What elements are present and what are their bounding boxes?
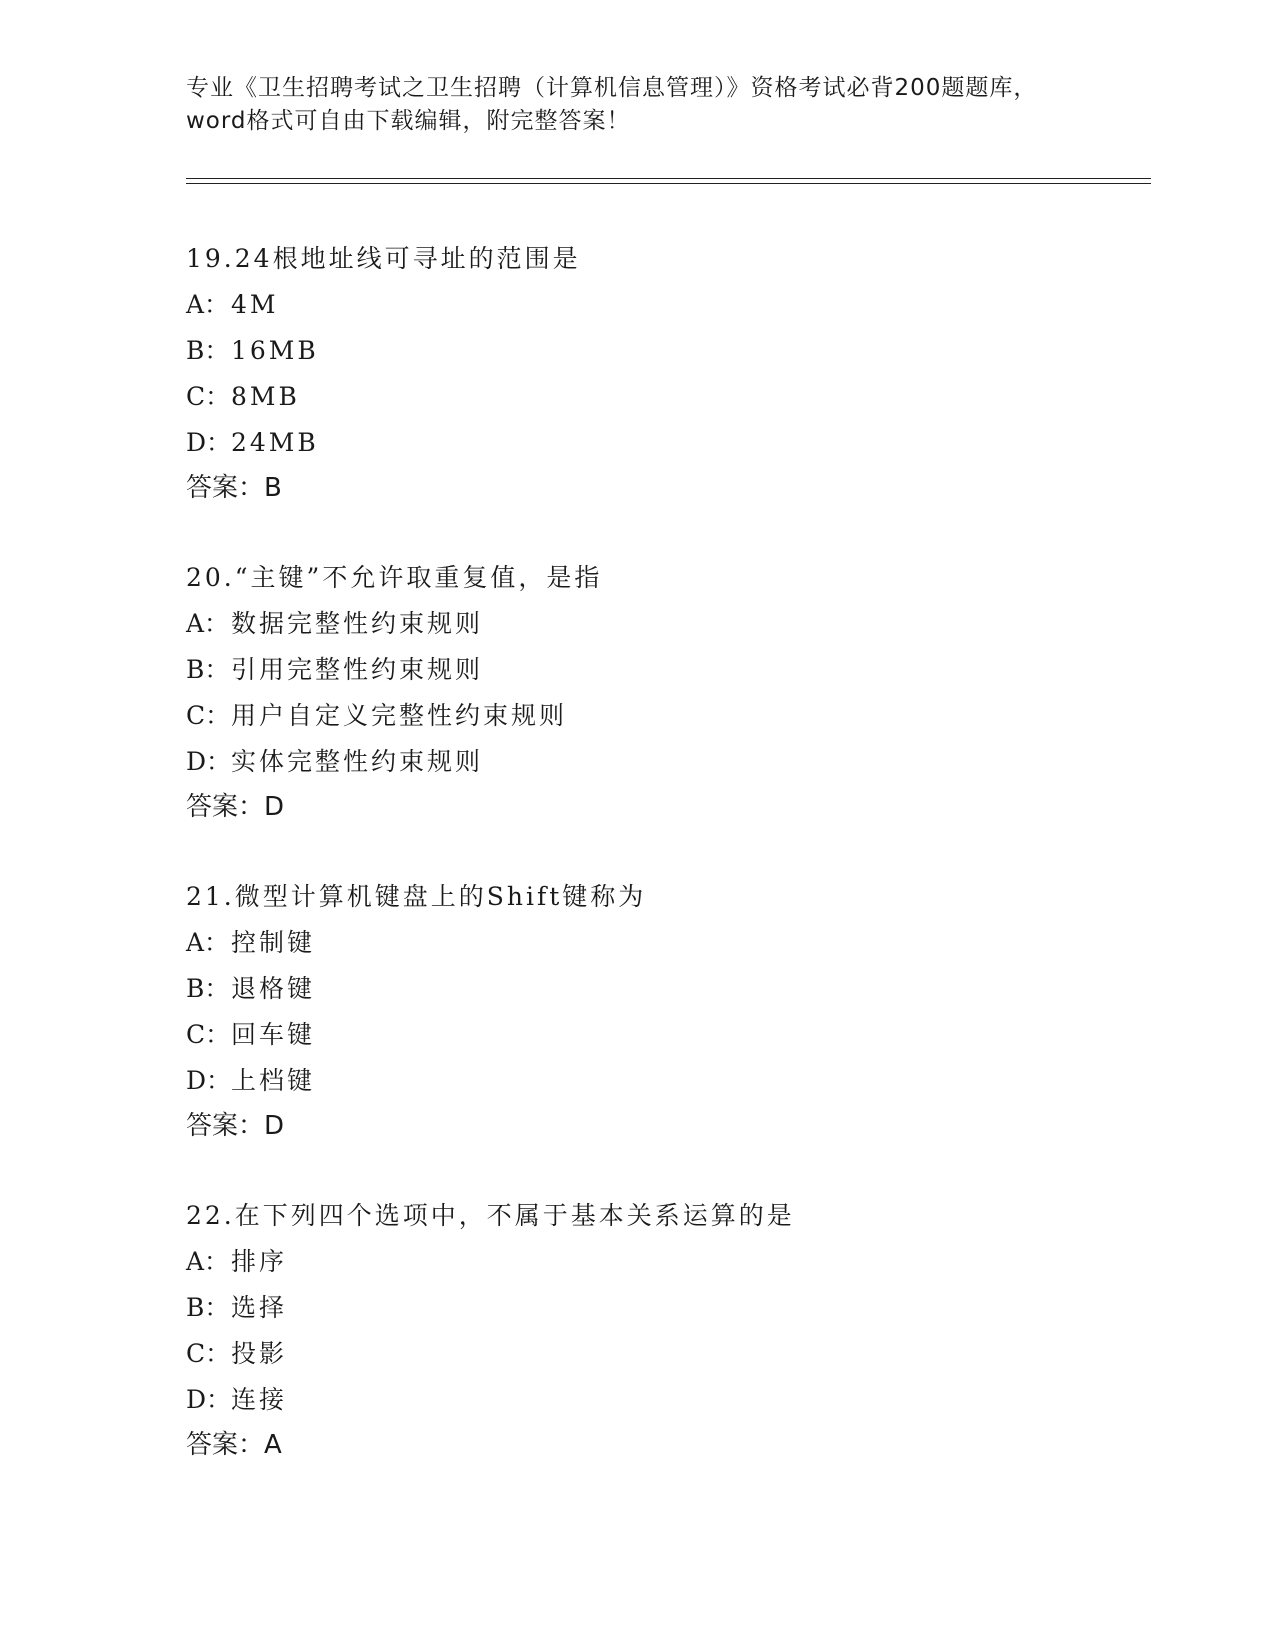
option-c xyxy=(186,1331,1146,1377)
question-stem: 21.微型计算机键盘上的Shift键称为 xyxy=(186,882,647,911)
option-key: A： xyxy=(186,1247,230,1276)
option-text: 引用完整性约束规则 xyxy=(231,655,484,684)
option-c xyxy=(186,1012,1146,1058)
option-a xyxy=(186,920,1146,966)
option-text: 24MB xyxy=(231,428,319,457)
document-header xyxy=(186,72,1106,138)
option-key: B： xyxy=(186,1293,230,1322)
option-text: 回车键 xyxy=(231,1020,316,1049)
answer: 答案：D xyxy=(186,792,285,822)
question-list xyxy=(186,236,1146,1512)
option-text: 用户自定义完整性约束规则 xyxy=(231,701,568,730)
option-c xyxy=(186,374,1146,420)
header-divider-top xyxy=(186,178,1151,179)
option-text: 投影 xyxy=(231,1339,288,1368)
option-key: A： xyxy=(186,609,230,638)
option-text: 上档键 xyxy=(231,1066,316,1095)
option-c xyxy=(186,693,1146,739)
option-d xyxy=(186,1377,1146,1423)
option-text: 控制键 xyxy=(231,928,316,957)
option-key: B： xyxy=(186,336,230,365)
question-stem: 20.“主键”不允许取重复值，是指 xyxy=(186,563,603,592)
option-d xyxy=(186,1058,1146,1104)
option-text: 4M xyxy=(231,290,279,319)
option-a xyxy=(186,601,1146,647)
answer: 答案：B xyxy=(186,473,282,503)
option-key: C： xyxy=(186,701,231,730)
question-20 xyxy=(186,555,1146,829)
header-line-1: 专业《卫生招聘考试之卫生招聘（计算机信息管理）》资格考试必背200题题库， xyxy=(186,75,1038,101)
option-key: A： xyxy=(186,928,230,957)
question-stem: 19.24根地址线可寻址的范围是 xyxy=(186,244,581,273)
option-text: 数据完整性约束规则 xyxy=(231,609,484,638)
option-key: D： xyxy=(186,1385,232,1414)
answer: 答案：D xyxy=(186,1111,285,1141)
option-key: C： xyxy=(186,1339,231,1368)
option-key: A： xyxy=(186,290,230,319)
option-d xyxy=(186,739,1146,785)
option-a xyxy=(186,1239,1146,1285)
option-b xyxy=(186,966,1146,1012)
option-b xyxy=(186,647,1146,693)
option-d xyxy=(186,420,1146,466)
option-b xyxy=(186,328,1146,374)
answer: 答案：A xyxy=(186,1430,282,1460)
option-text: 连接 xyxy=(231,1385,288,1414)
question-19 xyxy=(186,236,1146,510)
option-text: 排序 xyxy=(231,1247,288,1276)
option-key: B： xyxy=(186,655,230,684)
question-21 xyxy=(186,874,1146,1148)
option-key: B： xyxy=(186,974,230,1003)
header-line-2: word格式可自由下载编辑，附完整答案！ xyxy=(186,108,631,134)
option-key: C： xyxy=(186,1020,231,1049)
option-text: 8MB xyxy=(231,382,300,411)
option-b xyxy=(186,1285,1146,1331)
option-text: 16MB xyxy=(231,336,319,365)
option-key: C： xyxy=(186,382,231,411)
option-text: 实体完整性约束规则 xyxy=(231,747,484,776)
question-stem: 22.在下列四个选项中，不属于基本关系运算的是 xyxy=(186,1201,795,1230)
option-key: D： xyxy=(186,428,232,457)
question-22 xyxy=(186,1193,1146,1467)
option-a xyxy=(186,282,1146,328)
option-text: 退格键 xyxy=(231,974,316,1003)
option-text: 选择 xyxy=(231,1293,288,1322)
header-divider-bottom xyxy=(186,183,1151,184)
option-key: D： xyxy=(186,747,232,776)
option-key: D： xyxy=(186,1066,232,1095)
